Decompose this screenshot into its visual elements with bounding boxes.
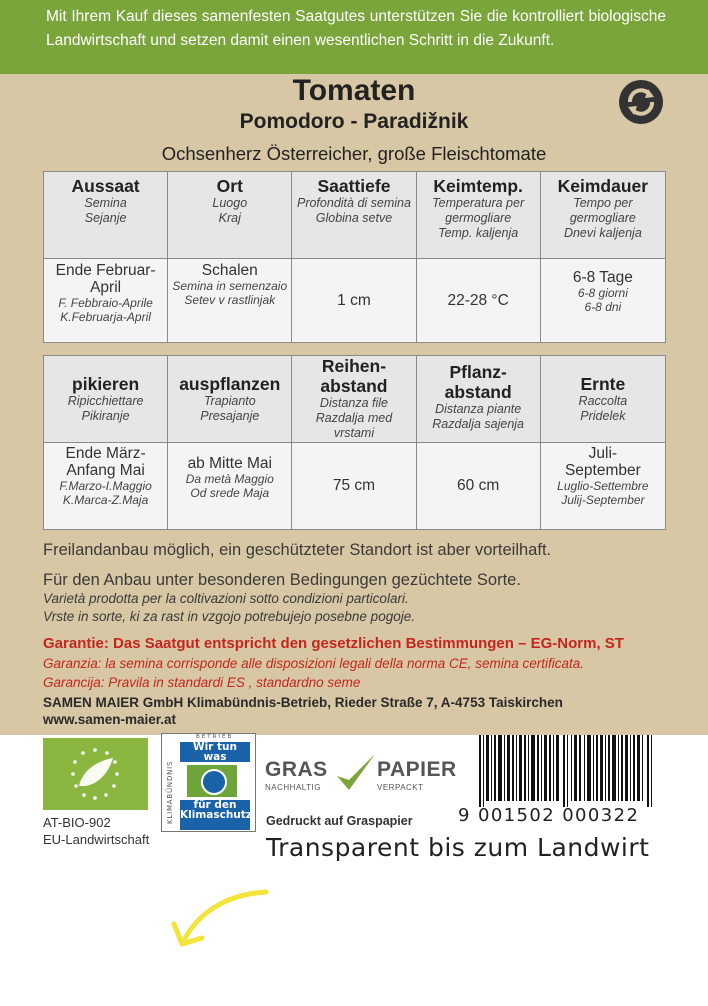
value-cell-auspflanzen: ab Mitte Mai Da metà Maggio Od srede Maja bbox=[168, 443, 292, 530]
barcode bbox=[477, 735, 661, 807]
klima-top-label: Wir tun was bbox=[180, 742, 250, 762]
gras-sub: NACHHALTIG bbox=[265, 783, 321, 792]
papier-word: PAPIER bbox=[377, 758, 457, 781]
value-cell-ort: Schalen Semina in semenzaio Setev v rastlinjak bbox=[168, 259, 292, 343]
klima-vertical-label bbox=[163, 738, 175, 826]
variety-name: Ochsenherz Österreicher, große Fleischtomate bbox=[161, 143, 547, 164]
value-cell-reihenabstand: 75 cm bbox=[292, 443, 416, 530]
header-cell-saattiefe: Saattiefe Profondità di semina Globina setve bbox=[292, 172, 416, 259]
header-cell-pflanzabstand: Pflanz-abstand Distanza piante Razdalja sajenja bbox=[416, 356, 540, 443]
guarantee-de: Garantie: Das Saatgut entspricht den gesetzlichen Bestimmungen – EG-Norm, ST bbox=[43, 635, 624, 652]
header-cell-reihenabstand: Reihen-abstand Distanza file Razdalja med vrstami bbox=[292, 356, 416, 443]
header-cell-aussaat: Aussaat Semina Sejanje bbox=[44, 172, 168, 259]
value-cell-pikieren: Ende März-Anfang Mai F.Marzo-I.Maggio K.Marca-Z.Maja bbox=[44, 443, 168, 530]
klimabuendnis-logo bbox=[161, 733, 256, 832]
guarantee-sl: Garancija: Pravila in standardi ES , standardno seme bbox=[43, 675, 361, 690]
checkmark-icon bbox=[333, 750, 379, 796]
header-cell-ernte: Ernte Raccolta Pridelek bbox=[540, 356, 665, 443]
printed-on-label: Gedruckt auf Graspapier bbox=[266, 814, 413, 828]
barcode-number: 9 001502 000322 bbox=[458, 805, 640, 826]
outdoor-note: Freilandanbau möglich, ein geschützteter Standort ist aber vorteilhaft. bbox=[43, 541, 552, 559]
arrow-icon bbox=[170, 880, 280, 960]
special-note-it: Varietà prodotta per la coltivazioni sotto condizioni particolari. bbox=[43, 591, 409, 606]
guarantee-it: Garanzia: la semina corrisponde alle disposizioni legali della norma CE, semina certificata. bbox=[43, 656, 585, 671]
product-title: Tomaten bbox=[292, 74, 416, 107]
globe-icon bbox=[201, 769, 227, 795]
papier-sub: VERPACKT bbox=[377, 783, 424, 792]
company-address: SAMEN MAIER GmbH Klimabündnis-Betrieb, Rieder Straße 7, A-4753 Taiskirchen bbox=[43, 695, 563, 710]
value-cell-saattiefe: 1 cm bbox=[292, 259, 416, 343]
banner-text: Mit Ihrem Kauf dieses samenfesten Saatgutes unterstützen Sie die kontrolliert biologische Landwirtschaft und setzen damit einen wesentlichen Schritt in die Zukunft. bbox=[46, 8, 666, 49]
gras-word: GRAS bbox=[265, 758, 328, 781]
header-cell-keimtemp: Keimtemp. Temperatura per germogliare Temp. kaljenja bbox=[416, 172, 540, 259]
svg-text:KLIMABÜNDNIS: KLIMABÜNDNIS bbox=[166, 760, 174, 824]
sowing-table bbox=[43, 171, 666, 343]
header-cell-pikieren: pikieren Ripicchiettare Pikiranje bbox=[44, 356, 168, 443]
slogan: Transparent bis zum Landwirt bbox=[266, 833, 650, 862]
value-cell-pflanzabstand: 60 cm bbox=[416, 443, 540, 530]
header-cell-keimdauer: Keimdauer Tempo per germogliare Dnevi kaljenja bbox=[540, 172, 665, 259]
klima-bottom-label: für den Klimaschutz bbox=[180, 800, 250, 830]
header-cell-auspflanzen: auspflanzen Trapianto Presajanje bbox=[168, 356, 292, 443]
company-website[interactable]: www.samen-maier.at bbox=[43, 712, 177, 727]
klima-betrieb-label: BETRIEB bbox=[196, 734, 234, 740]
planting-table bbox=[43, 355, 666, 530]
eco-banner bbox=[0, 0, 708, 74]
eu-organic-logo-icon bbox=[43, 738, 148, 810]
product-subtitle: Pomodoro - Paradižnik bbox=[239, 110, 469, 133]
graspapier-logo bbox=[265, 750, 457, 800]
recycle-icon bbox=[619, 80, 663, 124]
value-cell-ernte: Juli-September Luglio-Settembre Julij-September bbox=[540, 443, 665, 530]
value-cell-keimtemp: 22-28 °C bbox=[416, 259, 540, 343]
header-cell-ort: Ort Luogo Kraj bbox=[168, 172, 292, 259]
special-note-de: Für den Anbau unter besonderen Bedingungen gezüchtete Sorte. bbox=[43, 571, 521, 589]
value-cell-keimdauer: 6-8 Tage 6-8 giorni 6-8 dni bbox=[540, 259, 665, 343]
value-cell-aussaat: Ende Februar-April F. Febbraio-Aprile K.Februarja-April bbox=[44, 259, 168, 343]
special-note-sl: Vrste in sorte, ki za rast in vzgojo potrebujejo posebne pogoje. bbox=[43, 609, 415, 624]
eu-organic-code: AT-BIO-902 bbox=[43, 815, 111, 830]
eu-agriculture-label: EU-Landwirtschaft bbox=[43, 832, 150, 847]
